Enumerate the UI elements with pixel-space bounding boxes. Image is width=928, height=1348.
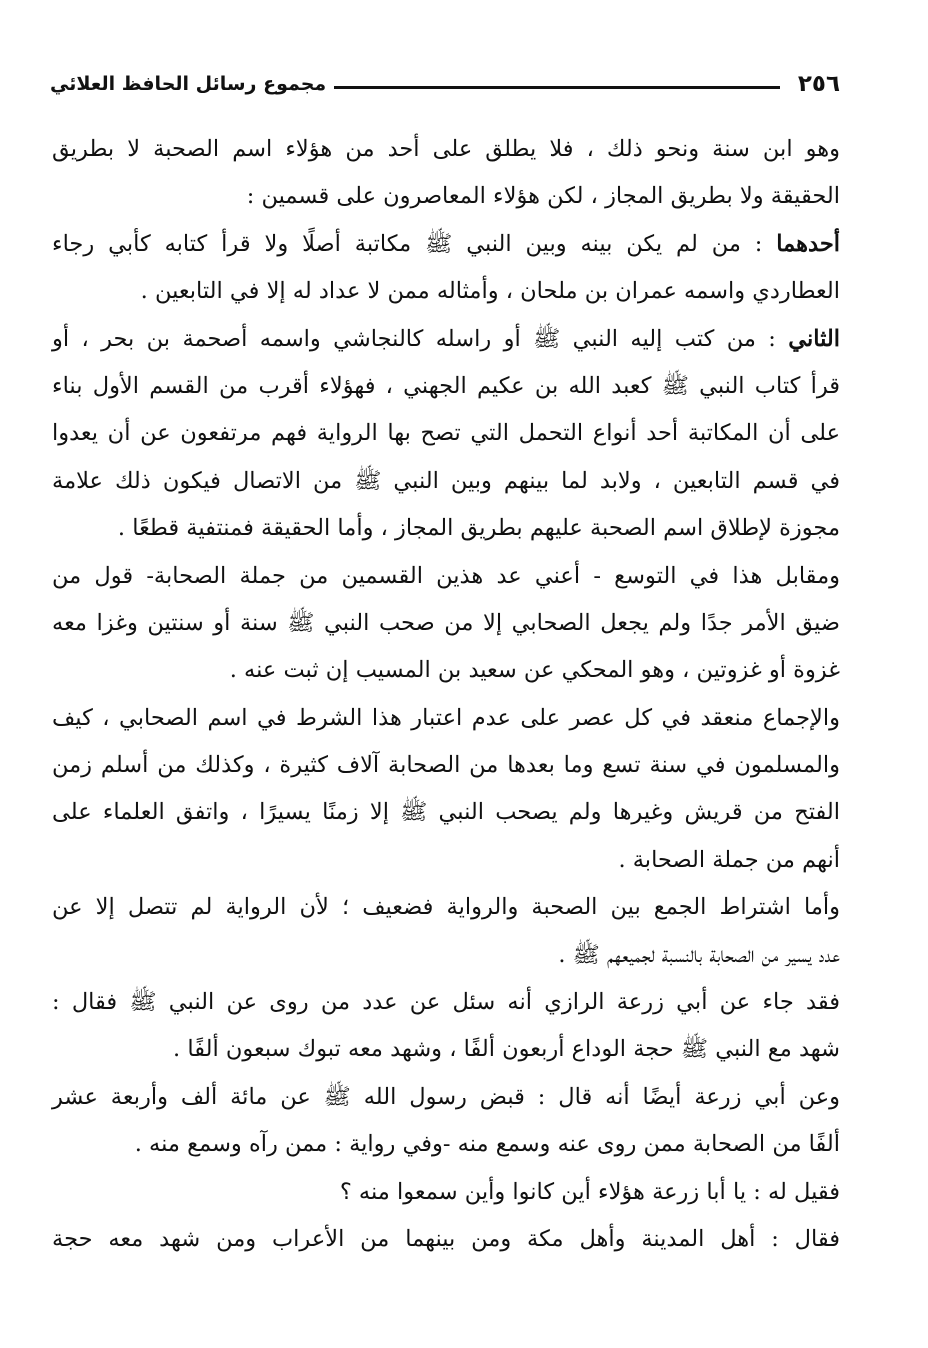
text-line [52,884,840,931]
line-text: وهو ابن سنة ونحو ذلك ، فلا يطلق على أحد من هؤلاء اسم الصحبة لا بطريق [52,136,840,162]
line-text: : من كتب إليه النبي ﷺ أو راسله كالنجاشي واسمه أصحمة بن بحر ، أو [52,325,789,352]
text-line [52,126,840,173]
line-text: فقد جاء عن أبي زرعة الرازي أنه سئل عن عدد من روى عن النبي ﷺ فقال : [52,989,840,1016]
text-line [52,932,840,979]
text-line [52,1074,840,1121]
line-text: وعن أبي زرعة أيضًا أنه قال : قبض رسول الله ﷺ عن مائة ألف وأربعة عشر [52,1083,840,1110]
text-line [52,695,840,742]
text-line [52,268,840,315]
text-line [52,173,840,220]
text-line [52,1216,840,1263]
line-text: فقيل له : يا أبا زرعة هؤلاء أين كانوا وأين سمعوا منه ؟ [339,1178,840,1205]
line-text: فقال : أهل المدينة وأهل مكة ومن بينهما من الأعراب ومن شهد معه حجة [52,1225,840,1252]
page-number: ٢٥٦ [797,71,840,97]
page-header [50,66,840,102]
line-text: ومقابل هذا في التوسع - أعني عد هذين القسمين من جملة الصحابة- قول من [52,562,840,589]
text-line [52,410,840,457]
text-line [52,979,840,1026]
line-text: الحقيقة ولا بطريق المجاز ، لكن هؤلاء المعاصرون على قسمين : [246,183,840,210]
section-lead-word: الثاني [788,325,840,352]
text-line [52,742,840,789]
line-text: شهد مع النبي ﷺ حجة الوداع أربعون ألفًا ، وشهد معه تبوك سبعون ألفًا . [173,1036,840,1063]
line-text: ألفًا من الصحابة ممن روى عنه وسمع منه -وفي رواية : ممن رآه وسمع منه . [134,1131,840,1158]
text-line [52,1169,840,1216]
section-lead-word: أحدهما [776,230,840,257]
text-line [52,363,840,410]
text-line [52,1026,840,1073]
line-text: قرأ كتاب النبي ﷺ كعبد الله بن عكيم الجهني ، فهؤلاء أقرب من القسم الأول بناء [52,372,840,399]
text-line [52,505,840,552]
line-text: والإجماع منعقد في كل عصر على عدم اعتبار هذا الشرط في اسم الصحابي ، كيف [52,704,840,731]
text-line [52,553,840,600]
line-text: أنهم من جملة الصحابة . [618,846,840,873]
line-text: في قسم التابعين ، ولابد لما بينهم وبين النبي ﷺ من الاتصال فيكون ذلك علامة [52,467,840,494]
text-line [52,600,840,647]
header-rule [334,86,780,89]
line-text: والمسلمون في سنة تسع وما بعدها من الصحابة آلاف كثيرة ، وكذلك من أسلم زمن [52,752,840,779]
line-text: مجوزة لإطلاق اسم الصحبة عليهم بطريق المجاز ، وأما الحقيقة فمنتفية قطعًا . [117,515,840,542]
line-text: على أن المكاتبة أحد أنواع التحمل التي تصح بها الرواية فهم مرتفعون عن أن يعدوا [52,420,840,447]
line-text: الفتح من قريش وغيرها ولم يصحب النبي ﷺ إلا زمنًا يسيرًا ، واتفق العلماء على [52,799,840,826]
text-line [52,647,840,694]
line-text: غزوة أو غزوتين ، وهو المحكي عن سعيد بن المسيب إن ثبت عنه . [229,657,840,684]
text-line [52,316,840,363]
body-text [52,126,840,1263]
line-text: : من لم يكن بينه وبين النبي ﷺ مكاتبة أصلًا ولا قرأ كتابه كأبي رجاء [52,230,777,257]
text-line [52,458,840,505]
line-text: العطاردي واسمه عمران بن ملحان ، وأمثاله ممن لا عداد له إلا في التابعين . [140,278,840,305]
running-title: مجموع رسائل الحافظ العلائي [50,73,327,95]
line-text: ضيق الأمر جدًا ولم يجعل الصحابي إلا من صحب النبي ﷺ سنة أو سنتين وغزا معه [52,609,840,636]
text-line [52,221,840,268]
line-text: وأما اشتراط الجمع بين الصحبة والرواية فضعيف ؛ لأن الرواية لم تتصل إلا عن [52,894,840,921]
text-line [52,1121,840,1168]
text-line [52,837,840,884]
text-line [52,789,840,836]
line-text: عدد يسير من الصحابة بالنسبة لجميعهم ﷺ . [558,941,840,968]
